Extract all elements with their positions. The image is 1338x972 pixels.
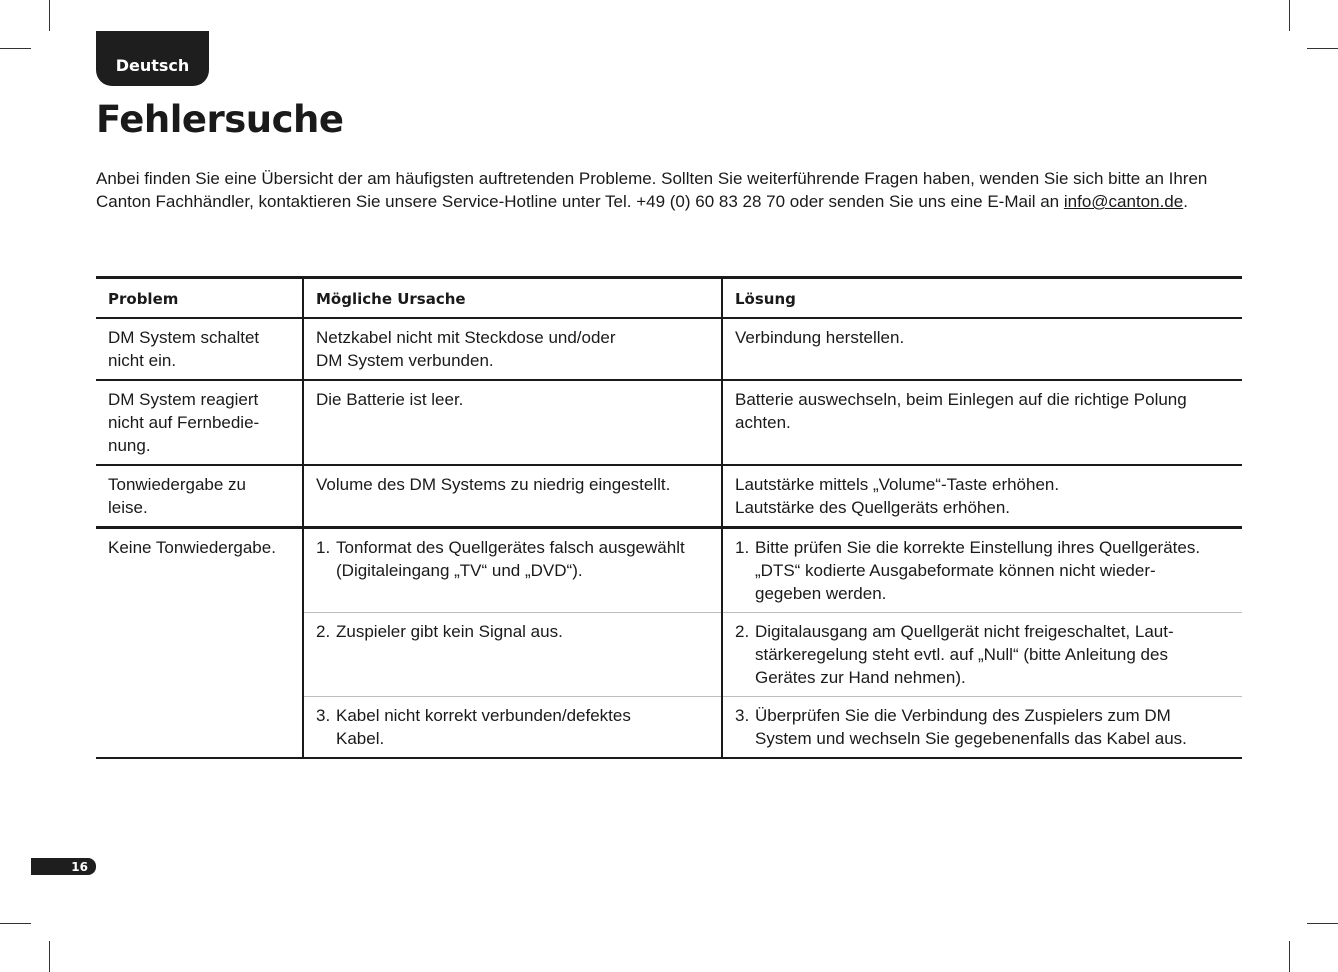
crop-mark [49,941,50,972]
table-row [96,465,1242,528]
table-header-row [96,278,1242,319]
solution-cell: Verbindung herstellen. [722,318,1242,380]
header-cause: Mögliche Ursache [303,278,722,319]
cause-text: Tonformat des Quellgerätes falsch ausgewählt (Digitaleingang „TV“ und „DVD“). [336,538,685,580]
header-solution: Lösung [722,278,1242,319]
crop-mark [0,923,31,924]
page-title: Fehlersuche [96,98,344,141]
problem-cell: DM System schaltet nicht ein. [96,318,303,380]
solution-cell [722,528,1242,613]
cause-text: Kabel nicht korrekt verbunden/defektes Kabel. [336,706,631,748]
intro-end: . [1183,192,1188,211]
troubleshooting-table [96,276,1242,759]
cause-cell [303,697,722,759]
solution-cell [722,697,1242,759]
crop-mark [1289,0,1290,31]
solution-text: Digitalausgang am Quellgerät nicht freigeschaltet, Laut- stärkeregelung steht evtl. auf „Null“ (bitte Anleitung des Gerätes zur Hand nehmen). [755,622,1174,687]
list-number: 3. [735,706,750,725]
list-number: 1. [735,538,750,557]
crop-mark [1307,48,1338,49]
list-number: 3. [316,706,331,725]
solution-text: Bitte prüfen Sie die korrekte Einstellung ihres Quellgerätes. „DTS“ kodierte Ausgabeformate können nicht wieder- gegeben werden. [755,538,1201,603]
solution-cell: Lautstärke mittels „Volume“-Taste erhöhen. Lautstärke des Quellgeräts erhöhen. [722,465,1242,528]
problem-cell: DM System reagiert nicht auf Fernbedie- nung. [96,380,303,465]
problem-cell: Tonwiedergabe zu leise. [96,465,303,528]
list-number: 2. [316,622,331,641]
crop-mark [1307,923,1338,924]
cause-cell: Netzkabel nicht mit Steckdose und/oder DM System verbunden. [303,318,722,380]
crop-mark [1289,941,1290,972]
table-row [96,318,1242,380]
page-number: 16 [31,858,96,875]
solution-text: Überprüfen Sie die Verbindung des Zuspielers zum DM System und wechseln Sie gegebenenfalls das Kabel aus. [755,706,1187,748]
list-number: 2. [735,622,750,641]
cause-cell: Die Batterie ist leer. [303,380,722,465]
cause-cell: Volume des DM Systems zu niedrig eingestellt. [303,465,722,528]
table-row [96,380,1242,465]
solution-cell [722,613,1242,697]
header-problem: Problem [96,278,303,319]
intro-paragraph [96,167,1216,213]
list-number: 1. [316,538,331,557]
email-link[interactable]: info@canton.de [1063,192,1184,211]
cause-cell [303,528,722,613]
table-row [96,528,1242,613]
language-tab: Deutsch [96,31,209,86]
solution-cell: Batterie auswechseln, beim Einlegen auf die richtige Polung achten. [722,380,1242,465]
intro-text: Anbei finden Sie eine Übersicht der am häufigsten auftretenden Probleme. Sollten Sie weiterführende Fragen haben, wenden Sie sich bitte an Ihren Canton Fachhändler, kontaktieren Sie unsere Service-Hotline unter Tel. +49 (0) 60 83 28 70 oder senden Sie uns eine E-Mail an [96,169,1208,211]
cause-text: Zuspieler gibt kein Signal aus. [336,622,563,641]
problem-cell: Keine Tonwiedergabe. [96,528,303,759]
crop-mark [49,0,50,31]
crop-mark [0,48,31,49]
cause-cell [303,613,722,697]
